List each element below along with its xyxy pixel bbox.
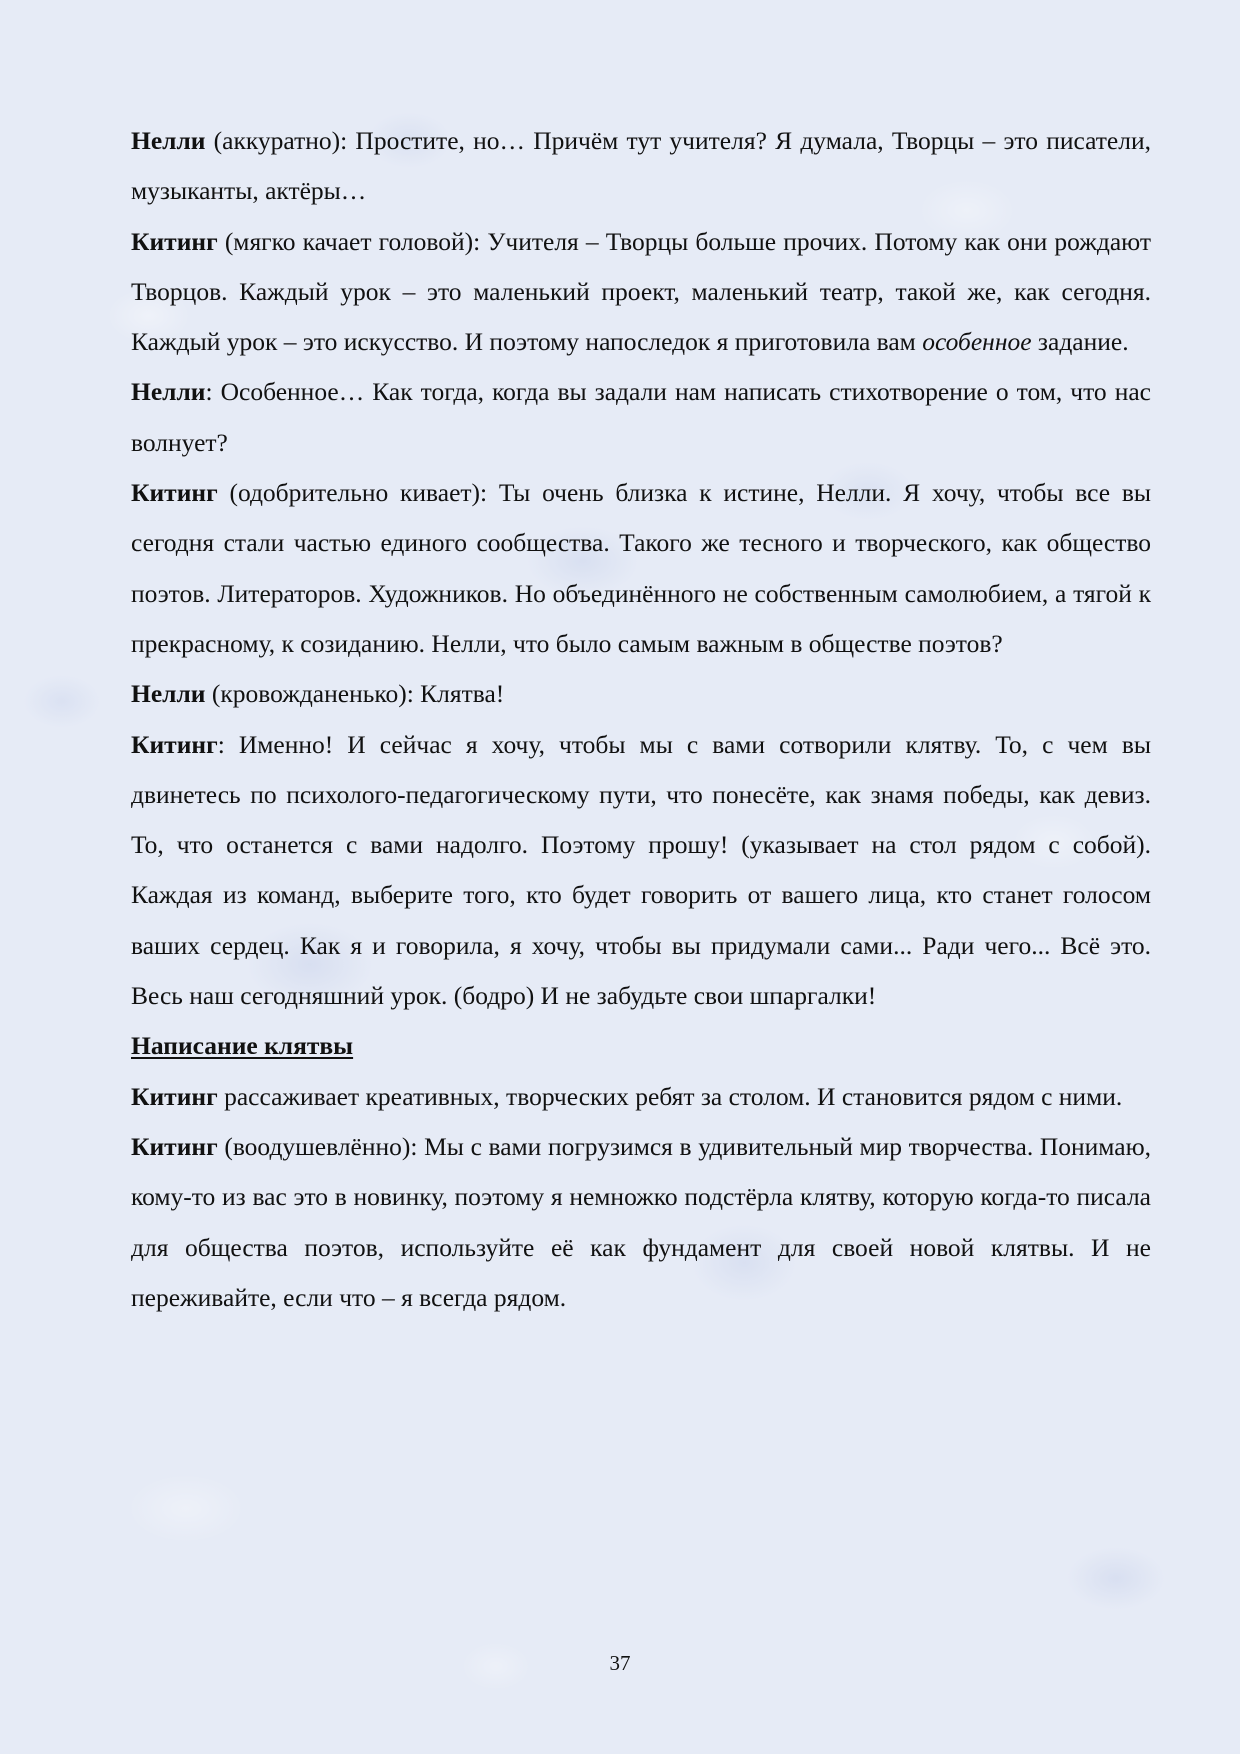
dialogue-paragraph xyxy=(131,116,1151,217)
dialogue-text: (кровожданенько): Клятва! xyxy=(205,679,505,709)
speaker-name: Нелли xyxy=(131,126,206,155)
dialogue-text: рассаживает креативных, творческих ребят за столом. И становится рядом с ними. xyxy=(217,1081,1123,1111)
dialogue-paragraph xyxy=(131,1072,1151,1122)
page-content xyxy=(131,116,1151,1323)
section-heading: Написание клятвы xyxy=(131,1031,354,1061)
dialogue-text: (аккуратно): Простите, но… Причём тут учителя? Я думала, Творцы – это писатели, музыканты, актёры… xyxy=(131,126,1151,206)
dialogue-text: : Особенное… Как тогда, когда вы задали нам написать стихотворение о том, что нас волнует? xyxy=(131,377,1151,457)
dialogue-paragraph xyxy=(131,669,1151,719)
dialogue-text: : Именно! И сейчас я хочу, чтобы мы с вами сотворили клятву. То, с чем вы двинетесь по психолого-педагогическому пути, что понесёте, как знамя победы, как девиз. То, что останется с вами надолго. Поэтому прошу! (указывает на стол рядом с собой). Каждая из команд, выберите того, кто будет говорить от вашего лица, кто станет голосом ваших сердец. Как я и говорила, я хочу, чтобы вы придумали сами... Ради чего... Всё это. Весь наш сегодняшний урок. (бодро) И не забудьте свои шпаргалки! xyxy=(131,729,1151,1011)
dialogue-paragraph xyxy=(131,217,1151,368)
dialogue-paragraph xyxy=(131,367,1151,468)
page-number: 37 xyxy=(609,1651,631,1675)
dialogue-paragraph xyxy=(131,1122,1151,1323)
dialogue-text: (воодушевлённо): Мы с вами погрузимся в удивительный мир творчества. Понимаю, кому-то из вас это в новинку, поэтому я немножко подстёрла клятву, которую когда-то писала для общества поэтов, используйте её как фундамент для своей новой клятвы. И не переживайте, если что – я всегда рядом. xyxy=(131,1131,1151,1312)
speaker-name: Китинг xyxy=(131,729,218,759)
speaker-name: Нелли xyxy=(131,679,206,709)
dialogue-text: (мягко качает головой): Учителя – Творцы больше прочих. Потому как они рождают Творцов. Каждый урок – это маленький проект, маленький театр, такой же, как сегодня. Каждый урок – это искусство. И поэтому напоследок я приготовила вам xyxy=(131,226,1151,357)
dialogue-paragraph xyxy=(131,720,1151,1022)
speaker-name: Китинг xyxy=(131,1131,218,1161)
speaker-name: Китинг xyxy=(131,478,218,508)
speaker-name: Китинг xyxy=(131,226,218,256)
speaker-name: Нелли xyxy=(131,377,206,407)
dialogue-text: (одобрительно кивает): Ты очень близка к истине, Нелли. Я хочу, чтобы все вы сегодня стали частью единого сообщества. Такого же тесного и творческого, как общество поэтов. Литераторов. Художников. Но объединённого не собственным самолюбием, а тягой к прекрасному, к созиданию. Нелли, что было самым важным в обществе поэтов? xyxy=(131,478,1151,658)
dialogue-text: задание. xyxy=(1031,327,1129,357)
emphasized-word: особенное xyxy=(922,327,1032,357)
dialogue-paragraph xyxy=(131,468,1151,669)
speaker-name: Китинг xyxy=(131,1081,218,1111)
